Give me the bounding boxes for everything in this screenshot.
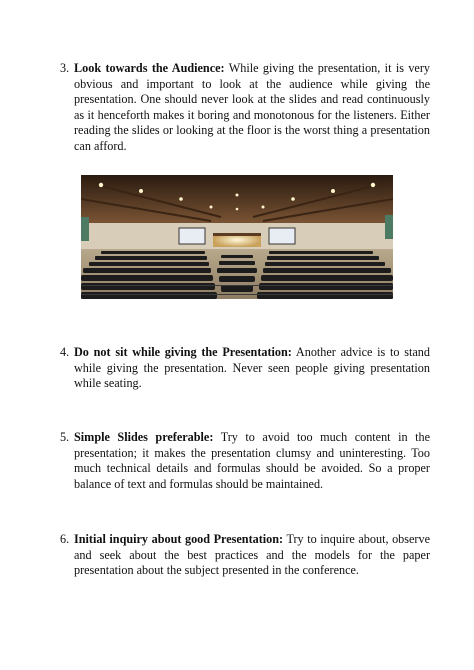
item-text: Try to inquire about, observe and seek about the best practices and the models for the paper presentation about the subject presented in the conference.	[74, 532, 430, 578]
item-heading: Simple Slides preferable:	[74, 430, 214, 444]
item-number: 5.	[60, 430, 70, 444]
conference-hall-photo	[81, 175, 393, 299]
item-body	[74, 532, 430, 579]
item-number: 4.	[60, 345, 70, 359]
item-text: While giving the presentation, it is very obvious and important to look at the audience while giving the presentation. One should never look at the slides and read continuously as it henceforth makes it boring and monotonous for the listeners. Either reading the slides or looking at the floor is the worst thing a presentation can afford.	[74, 61, 430, 153]
list-item	[60, 430, 430, 492]
item-heading: Look towards the Audience:	[74, 61, 225, 75]
list-item	[60, 61, 430, 155]
item-heading: Do not sit while giving the Presentation:	[74, 345, 292, 359]
item-number: 6.	[60, 532, 70, 546]
item-body	[74, 61, 430, 155]
item-number: 3.	[60, 61, 70, 75]
item-text: Another advice is to stand while giving the presentation. Never seen people giving presentation while seating.	[74, 345, 430, 391]
list-item	[60, 345, 430, 392]
item-body	[74, 430, 430, 492]
item-text: Try to avoid too much content in the presentation; it makes the presentation clumsy and uninteresting. Too much technical details and formulas should be avoided. So a proper balance of text and formulas should be maintained.	[74, 430, 430, 491]
item-heading: Initial inquiry about good Presentation:	[74, 532, 284, 546]
list-item	[60, 532, 430, 579]
item-body	[74, 345, 430, 392]
